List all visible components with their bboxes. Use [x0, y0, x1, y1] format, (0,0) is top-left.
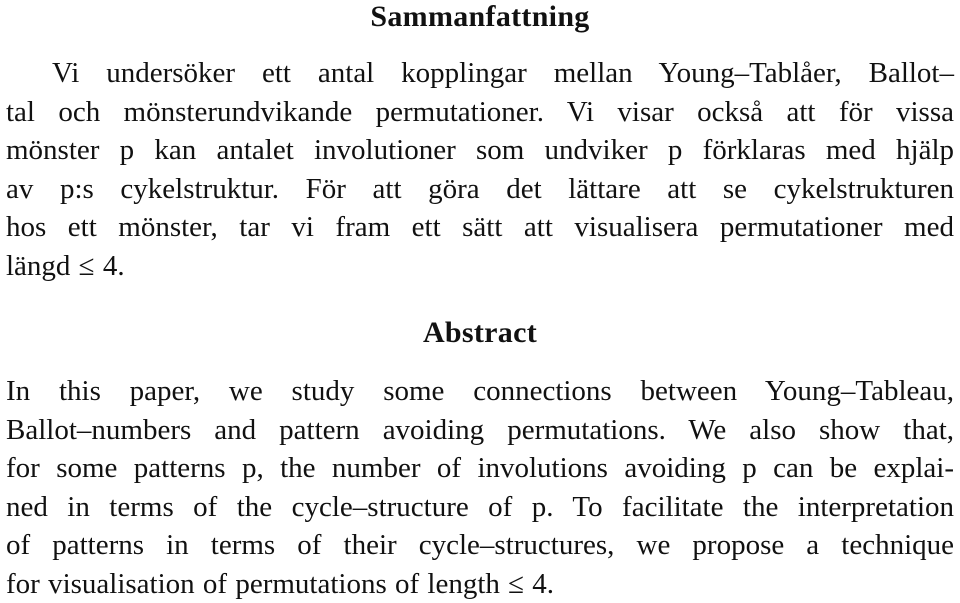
english-line: In this paper, we study some connections between Young–Tableau,	[6, 372, 954, 411]
english-heading: Abstract	[0, 316, 960, 350]
swedish-line: längd ≤ 4.	[6, 247, 954, 286]
english-line: for some patterns p, the number of involutions avoiding p can be explai-	[6, 449, 954, 488]
english-line: for visualisation of permutations of length ≤ 4.	[6, 565, 954, 603]
swedish-line: tal och mönsterundvikande permutationer. Vi visar också att för vissa	[6, 93, 954, 132]
swedish-line: hos ett mönster, tar vi fram ett sätt att visualisera permutationer med	[6, 208, 954, 247]
swedish-paragraph	[6, 54, 954, 285]
swedish-heading: Sammanfattning	[0, 0, 960, 34]
english-paragraph	[6, 372, 954, 603]
swedish-line: av p:s cykelstruktur. För att göra det lättare att se cykelstrukturen	[6, 170, 954, 209]
english-line: Ballot–numbers and pattern avoiding permutations. We also show that,	[6, 411, 954, 450]
swedish-line: mönster p kan antalet involutioner som undviker p förklaras med hjälp	[6, 131, 954, 170]
english-line: of patterns in terms of their cycle–structures, we propose a technique	[6, 526, 954, 565]
swedish-line: Vi undersöker ett antal kopplingar mellan Young–Tablåer, Ballot–	[6, 54, 954, 93]
english-line: ned in terms of the cycle–structure of p. To facilitate the interpretation	[6, 488, 954, 527]
